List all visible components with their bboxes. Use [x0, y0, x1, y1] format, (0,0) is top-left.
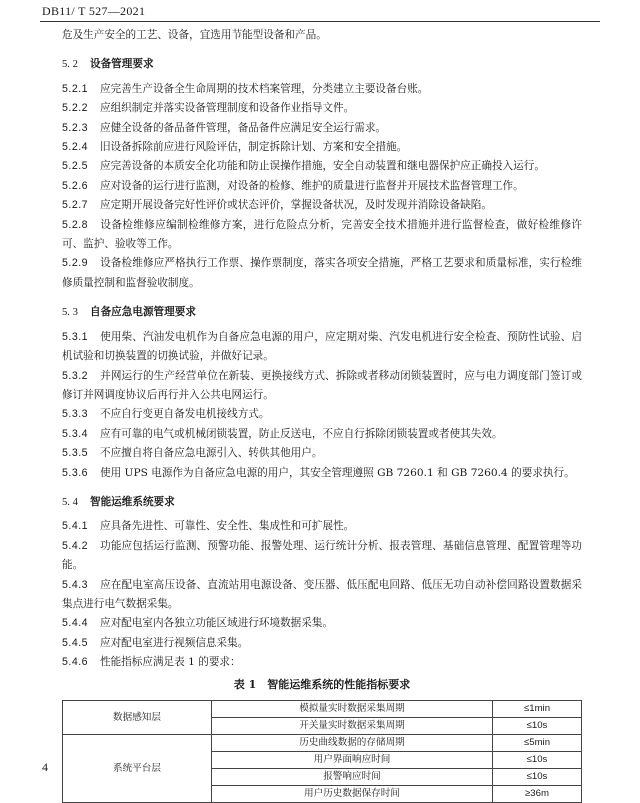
clause-text: 应健全设备的备品备件管理，备品备件应满足安全运行需求。: [100, 121, 387, 134]
metric-cell: 开关量实时数据采集周期: [212, 718, 493, 735]
clause-number: 5.3.6: [62, 466, 89, 479]
clause-text: 应具备先进性、可靠性、安全性、集成性和可扩展性。: [100, 520, 355, 533]
value-cell: ≥36m: [493, 786, 582, 803]
document-body: [62, 26, 582, 803]
clause-item: [62, 216, 582, 255]
table-title: 表 1 智能运维系统的性能指标要求: [233, 677, 411, 691]
clause-number: 5.2.3: [62, 121, 89, 134]
table-row: [63, 735, 582, 752]
clause-item: [62, 576, 582, 615]
clause-text: 并网运行的生产经营单位在新装、更换接线方式、拆除或者移动闭锁装置时，应与电力调度部门签订或修订并网调度协议后再行并入公共电网运行。: [62, 369, 582, 401]
clause-text: 应有可靠的电气或机械闭锁装置，防止反送电，不应自行拆除闭锁装置或者使其失效。: [100, 427, 503, 440]
clause-number: 5.2.1: [62, 82, 89, 95]
clause-text: 应在配电室高压设备、直流站用电源设备、变压器、低压配电回路、低压无功自动补偿回路设置数据采集点进行电气数据采集。: [62, 578, 582, 610]
clause-text: 设备检维修应编制检维修方案，进行危险点分析，完善安全技术措施并进行监督检查，做好检维修许可、监护、验收等工作。: [62, 218, 582, 251]
clause-number: 5.2.6: [62, 179, 89, 192]
clause-text: 不应擅自将自备应急电源引入、转供其他用户。: [100, 447, 323, 460]
section-title: 自备应急电源管理要求: [90, 306, 196, 319]
clause-text: 使用柴、汽油发电机作为自备应急电源的用户，应定期对柴、汽发电机进行安全检查、预防性试验、启机试验和切换装置的切换试验，并做好记录。: [62, 330, 582, 363]
value-cell: ≤10s: [493, 752, 582, 769]
table-row: [63, 701, 582, 718]
clause-item: [62, 614, 582, 633]
clause-item: [62, 464, 582, 483]
clause-text: 功能应包括运行监测、预警功能、报警处理、运行统计分析、报表管理、基础信息管理、配置管理等功能。: [62, 539, 582, 572]
clause-item: [62, 517, 582, 536]
metric-cell: 历史曲线数据的存储周期: [212, 735, 493, 752]
clause-number: 5.2.8: [62, 218, 89, 231]
intro-paragraph: 危及生产安全的工艺、设备，宜选用节能型设备和产品。: [62, 29, 327, 41]
section-title: 设备管理要求: [90, 58, 154, 71]
sections-container: [62, 55, 582, 672]
clause-item: [62, 177, 582, 196]
clause-text: 应对设备的运行进行监测，对设备的检修、维护的质量进行监督并开展技术监督管理工作。: [100, 179, 524, 192]
clause-item: [62, 653, 582, 672]
section-number: 5. 3: [62, 307, 78, 319]
clause-item: [62, 634, 582, 653]
section-title: 智能运维系统要求: [90, 495, 175, 508]
page-number: 4: [42, 760, 48, 774]
clause-text: 应定期开展设备完好性评价或状态评价，掌握设备状况，及时发现并消除设备缺陷。: [100, 199, 492, 212]
clause-item: [62, 80, 582, 99]
clause-item: [62, 119, 582, 138]
clause-item: [62, 196, 582, 215]
clause-number: 5.2.5: [62, 160, 89, 173]
clause-text: 性能指标应满足表 1 的要求：: [100, 656, 241, 669]
clause-number: 5.2.4: [62, 141, 89, 154]
section-heading: [62, 493, 582, 512]
clause-text: 设备检维修应严格执行工作票、操作票制度，落实各项安全措施，严格工艺要求和质量标准，实行检维修质量控制和监督验收制度。: [62, 257, 582, 289]
clause-number: 5.4.6: [62, 656, 89, 669]
metric-cell: 用户历史数据保存时间: [212, 786, 493, 803]
clause-item: [62, 425, 582, 444]
clause-number: 5.2.7: [62, 199, 89, 212]
clause-item: [62, 367, 582, 406]
clause-number: 5.4.2: [62, 539, 89, 552]
metric-cell: 报警响应时间: [212, 769, 493, 786]
clause-text: 应完善设备的本质安全化功能和防止误操作措施，安全自动装置和继电器保护应正确投入运行。: [100, 160, 545, 173]
clause-text: 旧设备拆除前应进行风险评估，制定拆除计划、方案和安全措施。: [100, 141, 408, 154]
clause-number: 5.2.2: [62, 102, 89, 115]
section-heading: [62, 55, 582, 74]
clause-item: [62, 138, 582, 157]
clause-number: 5.3.2: [62, 369, 89, 382]
section-number: 5. 2: [62, 59, 78, 71]
clause-item: [62, 157, 582, 176]
clause-number: 5.3.4: [62, 427, 89, 440]
clause-item: [62, 254, 582, 293]
clause-text: 应对配电室内各独立功能区域进行环境数据采集。: [100, 617, 334, 630]
clause-number: 5.3.3: [62, 408, 89, 421]
clause-text: 应组织制定并落实设备管理制度和设备作业指导文件。: [100, 102, 355, 115]
value-cell: ≤5min: [493, 735, 582, 752]
header-divider: [40, 21, 600, 22]
clause-number: 5.4.1: [62, 520, 89, 533]
clause-text: 使用 UPS 电源作为自备应急电源的用户，其安全管理遵照 GB 7260.1 和 GB 7260.4 的要求执行。: [100, 466, 575, 479]
clause-number: 5.4.4: [62, 617, 89, 630]
performance-table: [62, 700, 582, 803]
clause-number: 5.4.5: [62, 636, 89, 649]
group-cell: 数据感知层: [63, 701, 212, 735]
clause-item: [62, 99, 582, 118]
clause-item: [62, 328, 582, 367]
clause-item: [62, 444, 582, 463]
metric-cell: 模拟量实时数据采集周期: [212, 701, 493, 718]
metric-cell: 用户界面响应时间: [212, 752, 493, 769]
clause-text: 应完善生产设备全生命周期的技术档案管理，分类建立主要设备台账。: [100, 82, 429, 95]
standard-code: DB11/ T 527—2021: [42, 4, 146, 18]
section-number: 5. 4: [62, 496, 78, 508]
clause-number: 5.4.3: [62, 578, 89, 591]
value-cell: ≤1min: [493, 701, 582, 718]
value-cell: ≤10s: [493, 769, 582, 786]
clause-number: 5.3.1: [62, 330, 89, 343]
section-heading: [62, 303, 582, 322]
clause-number: 5.3.5: [62, 447, 89, 460]
clause-item: [62, 537, 582, 576]
group-cell: 系统平台层: [63, 735, 212, 803]
clause-item: [62, 405, 582, 424]
value-cell: ≤10s: [493, 718, 582, 735]
clause-text: 应对配电室进行视频信息采集。: [100, 636, 249, 649]
clause-number: 5.2.9: [62, 257, 89, 270]
clause-text: 不应自行变更自备发电机接线方式。: [100, 408, 270, 421]
